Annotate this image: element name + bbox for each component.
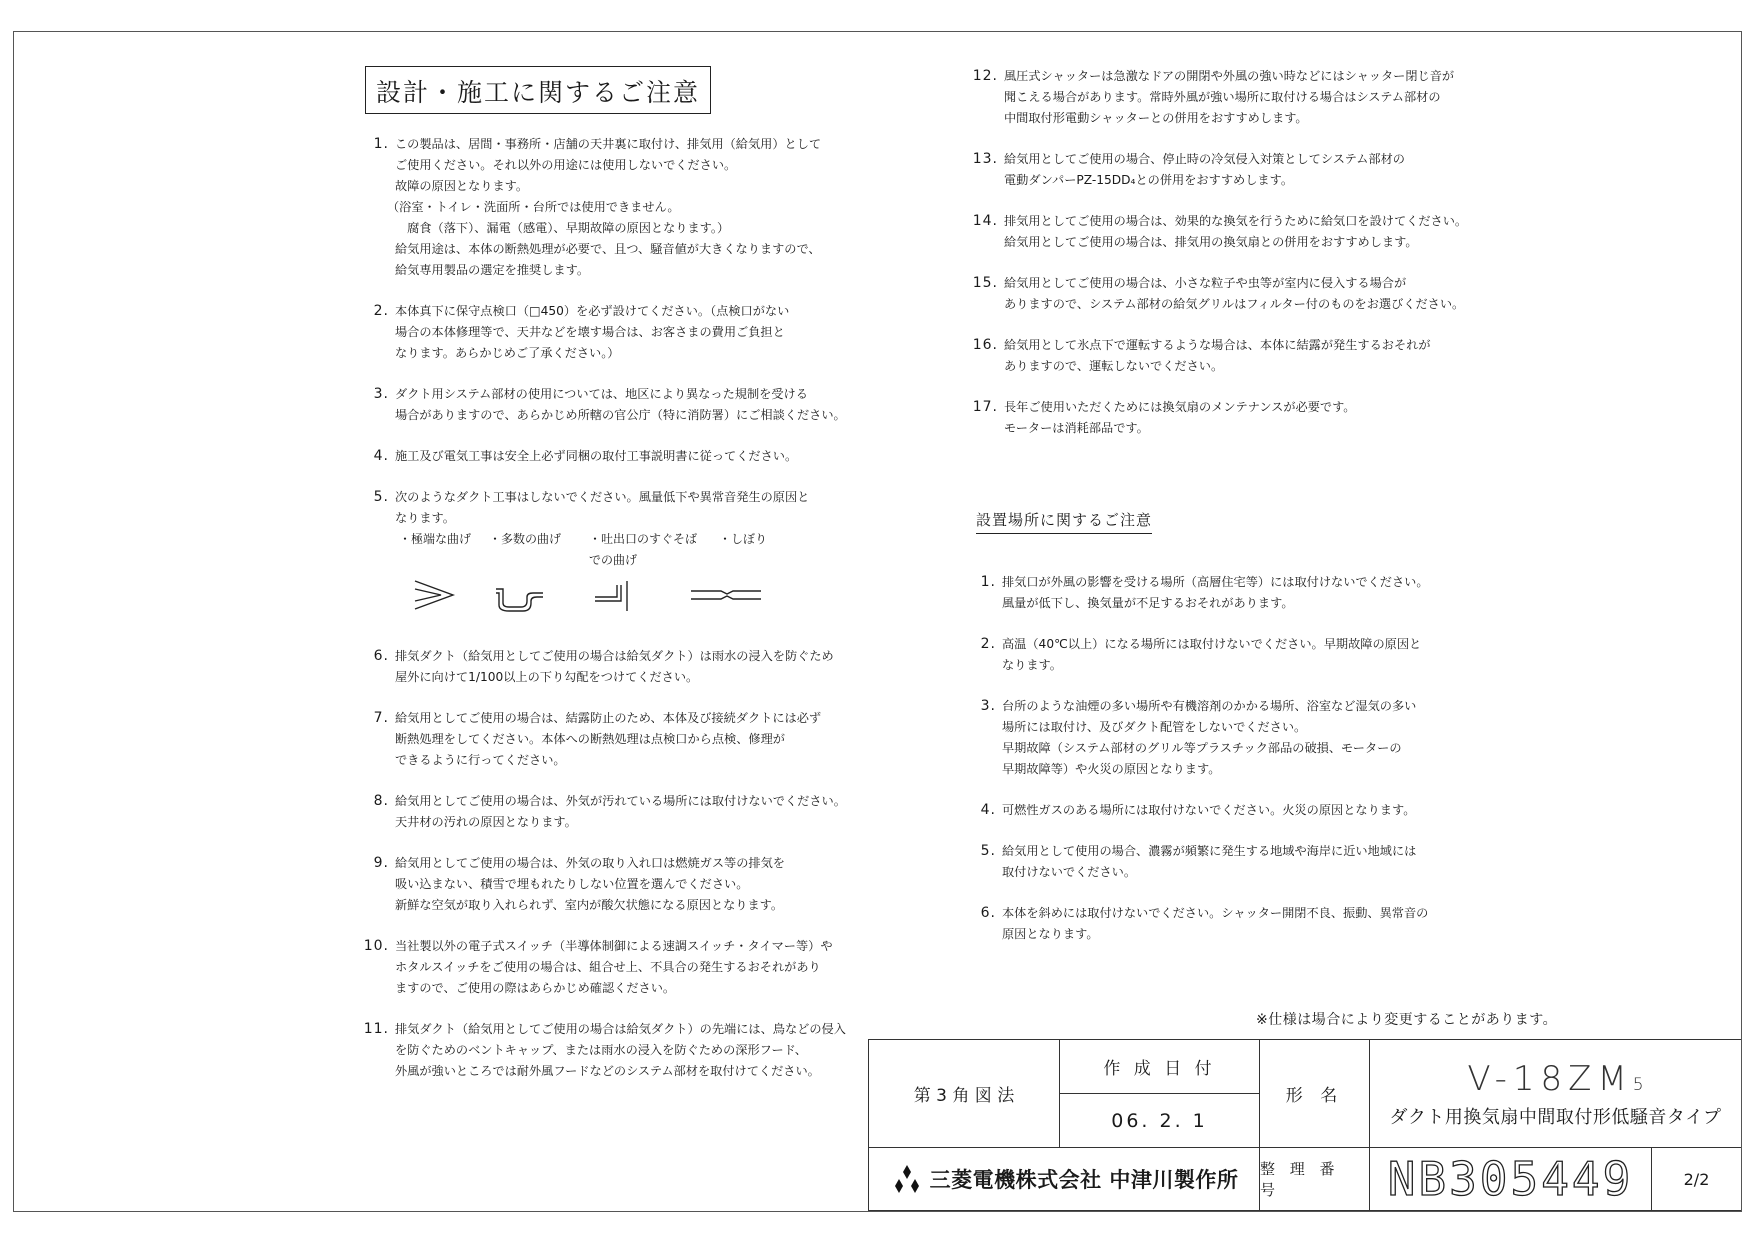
product-description: ダクト用換気扇中間取付形低騒音タイプ [1389,1106,1722,1128]
note-line: ダクト用システム部材の使用については、地区により異なった規制を受ける [395,387,808,401]
note-number: 13. [972,151,998,167]
note-line: 場所には取付け、及びダクト配管をしないでください。 [1002,720,1307,734]
note-item [966,397,1526,439]
note-item [355,301,835,364]
note-text [1002,696,1416,780]
note-line: 給気用途は、本体の断熱処理が必要で、且つ、騒音値が大きくなりますので、 [395,242,821,256]
note-line: ありますので、運転しないでください。 [1004,359,1224,373]
note-text [395,301,789,364]
note-number: 10. [363,938,389,954]
left-column [355,66,846,1102]
page-cell [1652,1148,1741,1211]
note-line: 給気用として使用の場合、濃霧が頻繁に発生する地域や海岸に近い地域には [1002,844,1417,858]
note-line: 台所のような油煙の多い場所や有機溶剤のかかる場所、浴室など湿気の多い [1002,699,1417,713]
note-line: ご使用ください。それ以外の用途には使用しないでください。 [395,158,737,172]
note-item [966,335,1526,377]
note-text [395,708,821,771]
duct-bend-figures [391,571,809,626]
note-text [395,936,833,999]
model-number-suffix: 5 [1632,1074,1644,1095]
note-text [1004,273,1464,315]
note-line: 屋外に向けて1/100以上の下り勾配をつけてください。 [395,670,699,684]
note-line: この製品は、居間・事務所・店舗の天井裏に取付け、排気用（給気用）として [395,137,822,151]
note-line: 給気用としてご使用の場合は、結露防止のため、本体及び接続ダクトには必ず [395,711,822,725]
note-text [395,853,785,916]
note-line: 排気ダクト（給気用としてご使用の場合は給気ダクト）の先端には、鳥などの侵入 [395,1022,846,1036]
note-line: 風量が低下し、換気量が不足するおそれがあります。 [1002,596,1294,610]
note-item [355,134,835,281]
right-items [966,66,1526,439]
date-label-cell [1060,1040,1260,1094]
note-line: ホタルスイッチをご使用の場合は、組合せ上、不具合の発生するおそれがあり [395,960,821,974]
doc-no-label: 整 理 番 号 [1260,1160,1340,1199]
note-number: 1. [373,136,389,152]
note-text [1002,572,1429,614]
duct-label: ・極端な曲げ [399,532,472,546]
model-label-cell [1260,1040,1370,1148]
note-text [395,384,846,426]
model-number-text: V-18ZM [1467,1058,1633,1099]
note-line: ますので、ご使用の際はあらかじめ確認ください。 [395,981,676,995]
right-column [966,66,1526,965]
left-items [355,134,846,1082]
note-line: 高温（40℃以上）になる場所には取付けないでください。早期故障の原因と [1002,637,1422,651]
date-value-cell [1060,1094,1260,1148]
note-line: 排気用としてご使用の場合は、効果的な換気を行うために給気口を設けてください。 [1004,214,1468,228]
note-line: 電動ダンパーPZ-15DD₄との併用をおすすめします。 [1004,173,1294,187]
note-text [1004,149,1405,191]
note-text [395,487,809,626]
note-text [1004,397,1356,439]
note-item [966,634,1526,676]
note-number: 7. [373,710,389,726]
note-item [966,800,1526,821]
note-number: 12. [972,68,998,84]
note-line: 給気用としてご使用の場合は、小さな粒子や虫等が室内に侵入する場合が [1004,276,1407,290]
note-line: 給気用としてご使用の場合は、外気が汚れている場所には取付けないでください。 [395,794,846,808]
duct-label: ・しぼり [719,532,768,546]
note-line: 故障の原因となります。 [395,179,529,193]
note-line: 施工及び電気工事は安全上必ず同梱の取付工事説明書に従ってください。 [395,449,798,463]
note-line: 風圧式シャッターは急激なドアの開閉や外風の強い時などにはシャッター閉じ音が [1004,69,1455,83]
location-notes-title: 設置場所に関するご注意 [976,509,1152,534]
note-line: 吸い込まない、積雪で埋もれたりしない位置を選んでください。 [395,877,749,891]
note-line: 天井材の汚れの原因となります。 [395,815,577,829]
note-line: 場合の本体修理等で、天井などを壊す場合は、お客さまの費用ご負担と [395,325,785,339]
note-line: 給気用としてご使用の場合は、排気用の換気扇との併用をおすすめします。 [1004,235,1418,249]
note-number: 11. [363,1021,389,1037]
note-line: 早期故障（システム部材のグリル等プラスチック部品の破損、モーターの [1002,741,1402,755]
note-text [1004,66,1454,129]
title-block [868,1039,1741,1211]
note-line: 排気口が外風の影響を受ける場所（高層住宅等）には取付けないでください。 [1002,575,1429,589]
note-item [355,646,835,688]
note-item [355,853,835,916]
note-line: 断熱処理をしてください。本体への断熱処理は点検口から点検、修理が [395,732,785,746]
note-number: 2. [373,303,389,319]
note-number: 9. [373,855,389,871]
note-line: 聞こえる場合があります。常時外風が強い場所に取付ける場合はシステム部材の [1004,90,1441,104]
note-line: （浴室・トイレ・洗面所・台所では使用できません。 [387,200,680,214]
note-line: 給気用としてご使用の場合、停止時の冷気侵入対策としてシステム部材の [1004,152,1405,166]
note-line: 新鮮な空気が取り入れられず、室内が酸欠状態になる原因となります。 [395,898,784,912]
company-cell [869,1148,1260,1211]
duct-label: ・吐出口のすぐそば での曲げ [589,532,698,567]
spec-change-note: ※仕様は場合により変更することがあります。 [1256,1012,1558,1028]
note-number: 6. [373,648,389,664]
note-text [387,134,822,281]
note-line: なります。 [395,511,455,525]
mitsubishi-logo-icon [890,1164,924,1194]
note-text [1002,903,1428,945]
note-item [355,1019,846,1082]
note-line: 中間取付形電動シャッターとの併用をおすすめします。 [1004,111,1308,125]
location-items [966,572,1526,945]
note-number: 14. [972,213,998,229]
note-line: できるように行ってください。 [395,753,566,767]
duct-labels [395,529,809,571]
note-line: 腐食（落下）、漏電（感電）、早期故障の原因となります。） [395,221,730,235]
model-label: 形 名 [1285,1086,1344,1106]
company-row [890,1164,1239,1194]
note-text [1002,841,1416,883]
note-number: 3. [373,386,389,402]
note-number: 2. [980,636,996,652]
note-text [395,446,797,467]
note-number: 3. [980,698,996,714]
note-item [966,903,1526,945]
doc-no-label-cell [1260,1148,1370,1211]
note-line: を防ぐためのベントキャップ、または雨水の浸入を防ぐための深形フード、 [395,1043,807,1057]
note-line: 外風が強いところでは耐外風フードなどのシステム部材を取付けてください。 [395,1064,820,1078]
note-item [355,936,835,999]
projection-label: 第 3 角 図 法 [913,1086,1015,1106]
date-label: 作 成 日 付 [1103,1059,1216,1079]
note-line: 早期故障等）や火災の原因となります。 [1002,762,1221,776]
note-text [395,1019,846,1082]
note-number: 17. [972,399,998,415]
note-text [395,791,846,833]
page-number: 2/2 [1683,1169,1710,1189]
note-text [1004,335,1431,377]
note-item [966,66,1526,129]
note-number: 5. [980,843,996,859]
note-item [966,572,1526,614]
note-text [1002,634,1421,676]
note-line: 次のようなダクト工事はしないでください。風量低下や異常音発生の原因と [395,490,810,504]
note-item [966,149,1526,191]
note-line: 本体を斜めには取付けないでください。シャッター開閉不良、振動、異常音の [1002,906,1429,920]
model-cell [1370,1040,1741,1148]
duct-label: ・多数の曲げ [489,532,562,546]
doc-number: NB305449 [1387,1152,1634,1206]
note-item [355,384,846,426]
note-item [966,273,1526,315]
note-number: 16. [972,337,998,353]
note-line: なります。あらかじめご了承ください。） [395,346,620,360]
note-number: 15. [972,275,998,291]
note-number: 5. [373,489,389,505]
date-value: 06. 2. 1 [1111,1109,1208,1132]
note-line: 本体真下に保守点検口（□450）を必ず設けてください。（点検口がない [395,304,790,318]
note-line: 取付けないでください。 [1002,865,1137,879]
projection-cell [869,1040,1060,1148]
note-item [355,791,846,833]
note-text [395,646,834,688]
note-number: 4. [373,448,389,464]
note-number: 8. [373,793,389,809]
note-item [966,841,1526,883]
note-item [355,446,835,467]
note-text [1002,800,1415,821]
note-text [1004,211,1467,253]
note-line: 給気用として氷点下で運転するような場合は、本体に結露が発生するおそれが [1004,338,1431,352]
note-number: 1. [980,574,996,590]
note-number: 6. [980,905,996,921]
model-number [1467,1059,1643,1099]
note-number: 4. [980,802,996,818]
design-notes-title: 設計・施工に関するご注意 [365,66,711,114]
note-line: 可燃性ガスのある場所には取付けないでください。火災の原因となります。 [1002,803,1416,817]
note-item [355,708,835,771]
note-line: 給気専用製品の選定を推奨します。 [395,263,590,277]
note-item [966,211,1526,253]
note-line: 原因となります。 [1002,927,1099,941]
note-line: 場合がありますので、あらかじめ所轄の官公庁（特に消防署）にご相談ください。 [395,408,846,422]
note-line: 排気ダクト（給気用としてご使用の場合は給気ダクト）は雨水の浸入を防ぐため [395,649,834,663]
note-line: ありますので、システム部材の給気グリルはフィルター付のものをお選びください。 [1004,297,1465,311]
note-item [966,696,1526,780]
note-line: 長年ご使用いただくためには換気扇のメンテナンスが必要です。 [1004,400,1356,414]
note-line: 当社製以外の電子式スイッチ（半導体制御による速調スイッチ・タイマー等）や [395,939,833,953]
note-line: 給気用としてご使用の場合は、外気の取り入れ口は燃焼ガス等の排気を [395,856,785,870]
doc-no-cell [1370,1148,1652,1211]
note-line: モーターは消耗部品です。 [1004,421,1149,435]
note-line: なります。 [1002,658,1062,672]
company-name: 三菱電機株式会社 中津川製作所 [929,1168,1239,1192]
duct-bend-diagram [391,571,791,619]
note-item [355,487,835,626]
